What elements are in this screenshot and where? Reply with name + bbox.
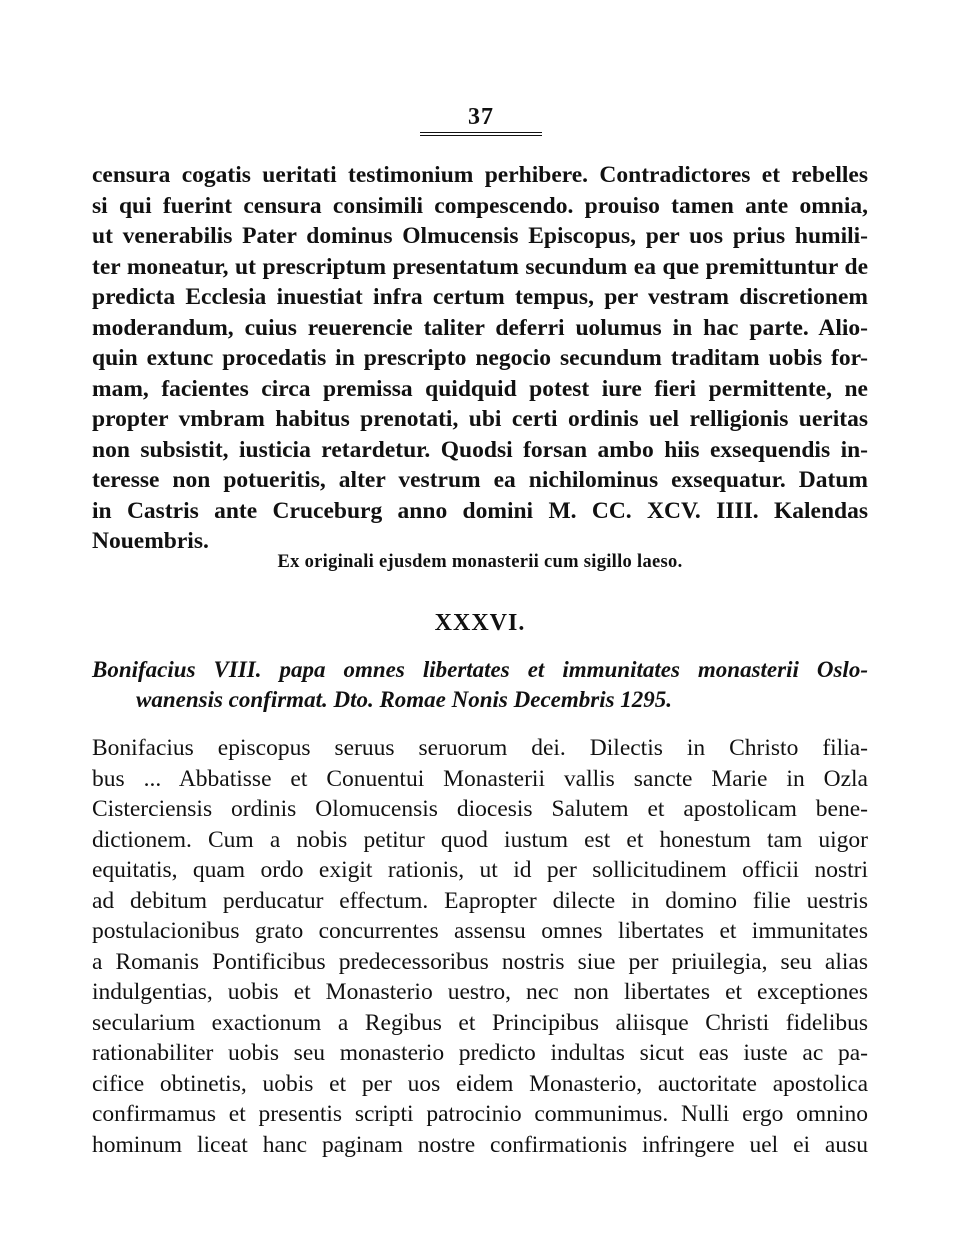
text-line: a Romanis Pontificibus predecessoribus nostris siue per priuilegia, seu alias [92, 948, 868, 975]
heading-line: Bonifacius VIII. papa omnes libertates et immunitates monasterii Oslo- [92, 657, 868, 682]
text-line: quin extunc procedatis in prescripto negocio secundum traditam uobis for- [92, 345, 868, 371]
text-line: postulacionibus grato concurrentes assensu omnes libertates et immunitates [92, 918, 868, 944]
text-line: predicta Ecclesia inuestiat infra certum tempus, per vestram discretionem [92, 284, 868, 310]
text-line: rationabiliter uobis seu monasterio predicto indultas sicut eas iuste ac pa- [92, 1040, 868, 1066]
text-line: dictionem. Cum a nobis petitur quod iustum est et honestum tam uigor [92, 826, 868, 853]
text-line: cifice obtinetis, uobis et per uos eidem Monasterio, auctoritate apostolica [92, 1070, 868, 1097]
text-line: moderandum, cuius reuerencie taliter deferri uolumus in hac parte. Alio- [92, 314, 868, 341]
text-line: si qui fuerint censura consimili compescendo. prouiso tamen ante omnia, [92, 192, 868, 219]
text-line: hominum liceat hanc paginam nostre confirmationis infringere uel ei ausu [92, 1131, 868, 1158]
text-line: teresse non potueritis, alter vestrum ea nichilominus exsequatur. Datum [92, 467, 868, 493]
document-body [92, 733, 868, 1160]
text-line: Nouembris. [92, 528, 209, 554]
text-line: mam, facientes circa premissa quidquid potest iure fieri permittente, ne [92, 375, 868, 402]
text-line: ut venerabilis Pater dominus Olmucensis Episcopus, per uos prius humili- [92, 223, 868, 249]
text-line: bus ... Abbatisse et Conuentui Monasterii vallis sancte Marie in Ozla [92, 765, 868, 792]
source-note: Ex originali ejusdem monasterii cum sigillo laeso. [277, 552, 683, 572]
text-line: Cisterciensis ordinis Olomucensis diocesis Salutem et apostolicam bene- [92, 796, 868, 822]
text-line: propter vmbram habitus prenotati, ubi certi ordinis uel relligionis ueritas [92, 406, 868, 432]
text-line: in Castris ante Cruceburg anno domini M. CC. XCV. IIII. Kalendas [92, 497, 868, 524]
text-line: indulgentias, uobis et Monasterio uestro, nec non libertates et exceptiones [92, 979, 868, 1005]
text-line: confirmamus et presentis scripti patrocinio communimus. Nulli ergo omnino [92, 1101, 868, 1127]
document-number: XXXVI. [434, 610, 526, 636]
continuation-text [92, 160, 868, 557]
text-line: equitatis, quam ordo exigit rationis, ut id per sollicitudinem officii nostri [92, 857, 868, 883]
text-line: ad debitum perducatur effectum. Eapropter dilecte in domino filie uestris [92, 887, 868, 914]
text-line: ter moneatur, ut prescriptum presentatum secundum ea que premittuntur de [92, 253, 868, 280]
page-number-rule [420, 132, 542, 136]
text-line: Bonifacius episcopus seruus seruorum dei. Dilectis in Christo filia- [92, 735, 868, 761]
document-heading [92, 655, 868, 715]
page-number: 37 [468, 104, 494, 130]
text-line: censura cogatis ueritati testimonium perhibere. Contradictores et rebelles [92, 162, 868, 188]
text-line: secularium exactionum a Regibus et Principibus aliisque Christi fidelibus [92, 1009, 868, 1036]
text-line: non subsistit, iusticia retardetur. Quodsi forsan ambo hiis exsequendis in- [92, 436, 868, 463]
heading-line: wanensis confirmat. Dto. Romae Nonis Decembris 1295. [136, 687, 673, 712]
